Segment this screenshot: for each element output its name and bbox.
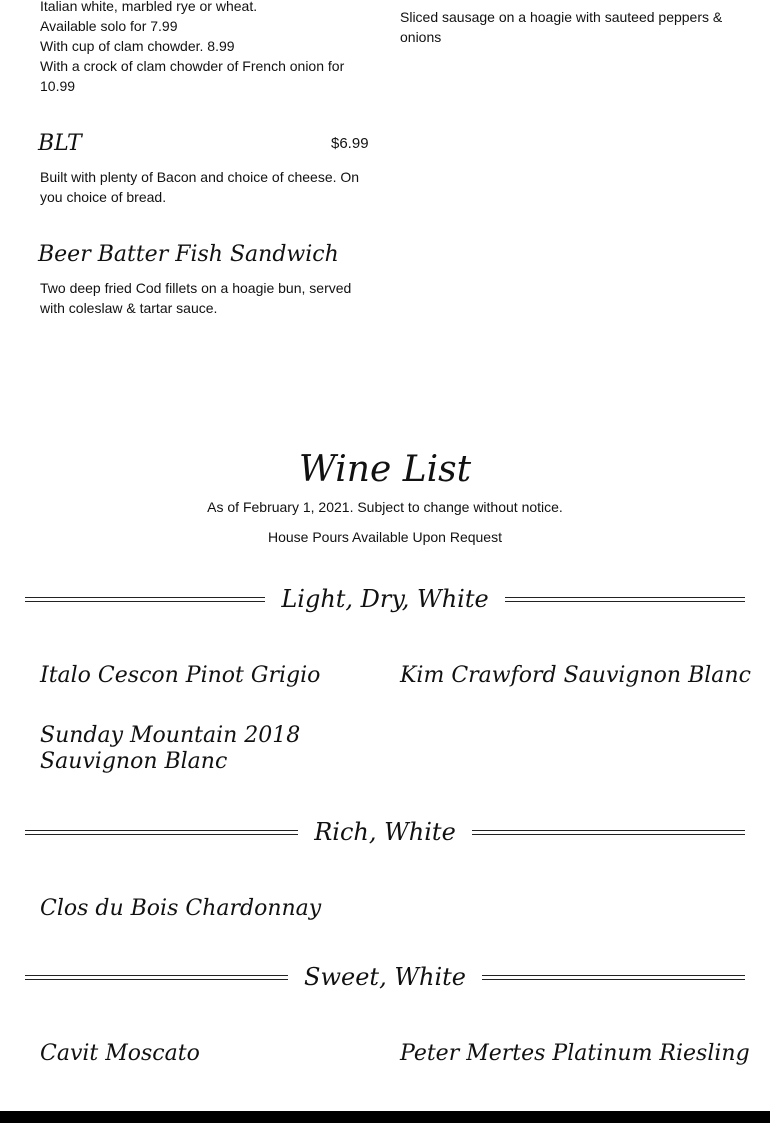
- section-divider-light-dry-white: [25, 581, 745, 617]
- divider-rule: [482, 975, 745, 980]
- wine-list-note: House Pours Available Upon Request: [267, 529, 502, 545]
- divider-rule: [505, 597, 745, 602]
- section-divider-sweet-white: [25, 959, 745, 995]
- fish-sandwich-description: Two deep fried Cod fillets on a hoagie bun, served with coleslaw & tartar sauce.: [40, 280, 352, 316]
- blt-description: Built with plenty of Bacon and choice of cheese. On you choice of bread.: [40, 169, 360, 205]
- wine-item: Cavit Moscato: [40, 1041, 200, 1066]
- description-line: Italian white, marbled rye or wheat.: [40, 0, 258, 14]
- section-divider-rich-white: [25, 814, 745, 850]
- divider-rule: [25, 830, 298, 835]
- wine-item: Sunday Mountain 2018 Sauvignon Blanc: [40, 723, 301, 774]
- description-line: With a crock of clam chowder of French onion for: [40, 58, 345, 74]
- description-line: 10.99: [40, 78, 76, 94]
- description-line: With cup of clam chowder. 8.99: [40, 38, 235, 54]
- divider-rule: [472, 830, 745, 835]
- section-heading: Light, Dry, White: [281, 585, 489, 613]
- blt-title: BLT: [38, 131, 82, 156]
- section-heading: Rich, White: [314, 818, 456, 846]
- fish-sandwich-title: Beer Batter Fish Sandwich: [38, 242, 339, 267]
- wine-list-subtitle: As of February 1, 2021. Subject to change without notice.: [207, 499, 563, 515]
- bottom-bar: [0, 1111, 770, 1123]
- wine-list-title: Wine List: [298, 449, 472, 490]
- description-line: Available solo for 7.99: [40, 18, 178, 34]
- divider-rule: [25, 975, 288, 980]
- wine-item: Peter Mertes Platinum Riesling: [400, 1041, 750, 1066]
- divider-rule: [25, 597, 265, 602]
- wine-item: Kim Crawford Sauvignon Blanc: [400, 663, 751, 688]
- section-heading: Sweet, White: [304, 963, 466, 991]
- wine-item: Italo Cescon Pinot Grigio: [40, 663, 321, 688]
- wine-item: Clos du Bois Chardonnay: [40, 896, 322, 921]
- sandwich-description: [40, 0, 360, 96]
- sausage-description: Sliced sausage on a hoagie with sauteed peppers & onions: [400, 9, 723, 45]
- blt-price: $6.99: [331, 135, 369, 152]
